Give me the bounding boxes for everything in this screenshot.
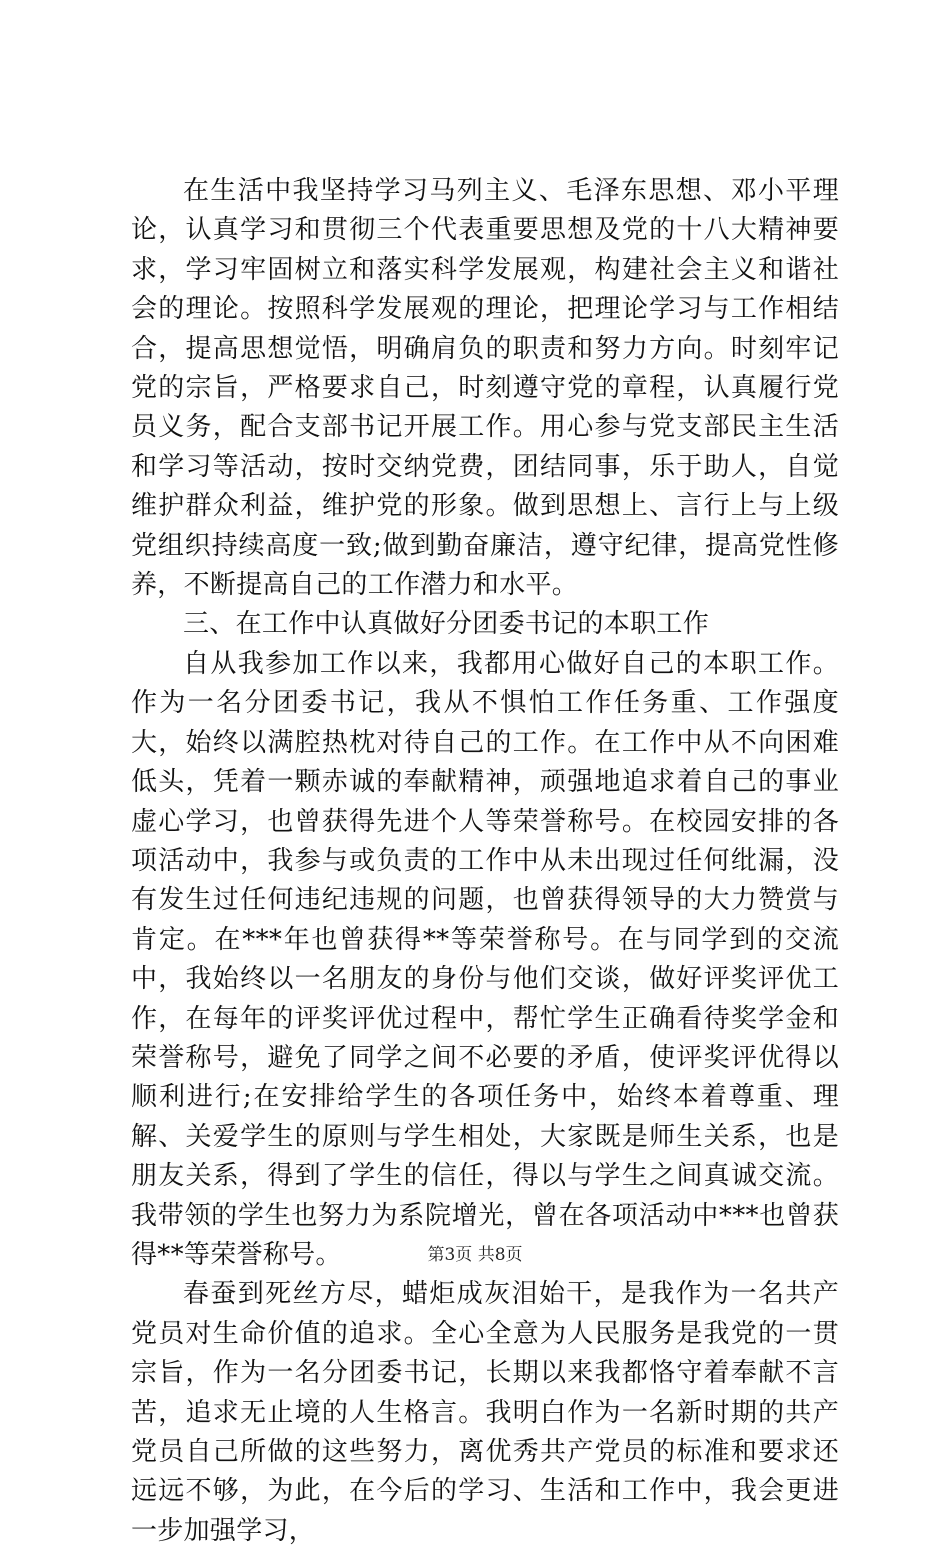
paragraph-study-theory: 在生活中我坚持学习马列主义、毛泽东思想、邓小平理论，认真学习和贯彻三个代表重要思想及党的十八大精神要求，学习牢固树立和落实科学发展观，构建社会主义和谐社会的理论。按照科学发展观的理论，把理论学习与工作相结合，提高思想觉悟，明确肩负的职责和努力方向。时刻牢记党的宗旨，严格要求自己，时刻遵守党的章程，认真履行党员义务，配合支部书记开展工作。用心参与党支部民主生活和学习等活动，按时交纳党费，团结同事，乐于助人，自觉维护群众利益，维护党的形象。做到思想上、言行上与上级党组织持续高度一致;做到勤奋廉洁，遵守纪律，提高党性修养，不断提高自己的工作潜力和水平。 — [131, 176, 839, 601]
section-heading-three: 三、在工作中认真做好分团委书记的本职工作 — [183, 609, 710, 640]
paragraph-life-value: 春蚕到死丝方尽，蜡炬成灰泪始干，是我作为一名共产党员对生命价值的追求。全心全意为人民服务是我党的一贯宗旨，作为一名分团委书记，长期以来我都恪守着奉献不言苦，追求无止境的人生格言。我明白作为一名新时期的共产党员自己所做的这些努力，离优秀共产党员的标准和要求还远远不够，为此，在今后的学习、生活和工作中，我会更进一步加强学习， — [131, 1279, 839, 1546]
paragraph-work-duties: 自从我参加工作以来，我都用心做好自己的本职工作。作为一名分团委书记，我从不惧怕工作任务重、工作强度大，始终以满腔热枕对待自己的工作。在工作中从不向困难低头，凭着一颗赤诚的奉献精神，顽强地追求着自己的事业虚心学习，也曾获得先进个人等荣誉称号。在校园安排的各项活动中，我参与或负责的工作中从未出现过任何纰漏，没有发生过任何违纪违规的问题，也曾获得领导的大力赞赏与肯定。在***年也曾获得**等荣誉称号。在与同学到的交流中，我始终以一名朋友的身份与他们交谈，做好评奖评优工作，在每年的评奖评优过程中，帮忙学生正确看待奖学金和荣誉称号，避免了同学之间不必要的矛盾，使评奖评优得以顺利进行;在安排给学生的各项任务中，始终本着尊重、理解、关爱学生的原则与学生相处，大家既是师生关系，也是朋友关系，得到了学生的信任，得以与学生之间真诚交流。我带领的学生也努力为系院增光，曾在各项活动中***也曾获得**等荣誉称号。 — [131, 648, 839, 1270]
page-footer: 第3页 共8页 — [427, 1245, 523, 1265]
document-body — [131, 172, 839, 1551]
